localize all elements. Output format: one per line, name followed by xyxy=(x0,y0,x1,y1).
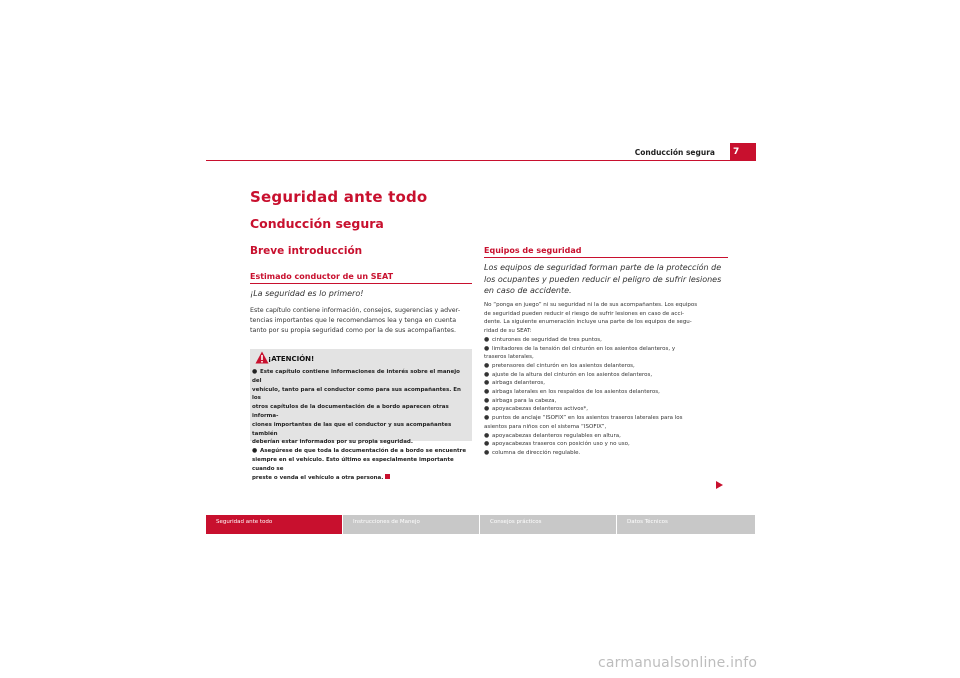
warning-item xyxy=(252,447,470,482)
equipment-list-item xyxy=(484,362,728,371)
equipment-list-item xyxy=(484,388,728,397)
equipment-item-line: airbags laterales en los respaldos de los asientos delanteros, xyxy=(492,389,660,396)
intro-body-line: tencias importantes que le recomendamos lea y tenga en cuenta xyxy=(250,317,457,325)
bullet-icon: ● xyxy=(484,379,490,387)
intro-heading-rule xyxy=(250,283,472,284)
bullet-icon: ● xyxy=(484,405,490,413)
equipment-body xyxy=(484,301,728,458)
equipment-body-line: ridad de su SEAT: xyxy=(484,328,532,335)
equipment-heading-rule xyxy=(484,257,728,258)
warning-item xyxy=(252,368,470,447)
tab-datos-tecnicos[interactable]: Datos Técnicos xyxy=(617,515,755,534)
bullet-icon: ● xyxy=(484,388,490,396)
warning-line: ciones importantes de las que el conductor y sus acompañantes también xyxy=(252,421,452,437)
equipment-item-line: columna de dirección regulable. xyxy=(492,449,581,456)
equipment-list-item xyxy=(484,397,728,406)
subsection-title: Breve introducción xyxy=(250,245,363,257)
equipment-item-line: puntos de anclaje “ISOFIX” en los asientos traseros laterales para los xyxy=(492,415,683,422)
equipment-lead-line: Los equipos de seguridad forman parte de la protección de xyxy=(484,263,722,272)
equipment-list-item xyxy=(484,440,728,449)
equipment-lead-line: en caso de accidente. xyxy=(484,286,572,295)
equipment-lead-line: los ocupantes y pueden reducir el peligro de sufrir lesiones xyxy=(484,274,722,284)
intro-heading: Estimado conductor de un SEAT xyxy=(250,272,394,281)
equipment-list-item xyxy=(484,405,728,414)
equipment-list-item xyxy=(484,432,728,441)
warning-line: vehículo, tanto para el conductor como para sus acompañantes. En los xyxy=(252,386,461,402)
warning-line: Asegúrese de que toda la documentación de a bordo se encuentre xyxy=(260,448,467,455)
header-rule xyxy=(206,160,730,161)
tab-instrucciones-de-manejo[interactable]: Instrucciones de Manejo xyxy=(343,515,479,534)
equipment-item-line: ajuste de la altura del cinturón en los asientos delanteros, xyxy=(492,371,653,378)
equipment-list-item xyxy=(484,414,728,431)
equipment-item-line: asientos para niños con el sistema “ISOFIX”, xyxy=(484,423,607,430)
warning-body xyxy=(252,368,470,482)
equipment-item-line: apoyacabezas delanteros activos*, xyxy=(492,406,588,413)
warning-line: Este capítulo contiene informaciones de interés sobre el manejo del xyxy=(252,369,460,384)
equipment-item-line: pretensores del cinturón en los asientos delanteros, xyxy=(492,362,635,369)
bullet-icon: ● xyxy=(484,440,490,448)
warning-line: siempre en el vehículo. Esto último es especialmente importante cuando se xyxy=(252,456,454,472)
bullet-icon: ● xyxy=(484,431,490,439)
equipment-heading: Equipos de seguridad xyxy=(484,246,582,255)
bullet-icon: ● xyxy=(484,335,490,343)
warning-triangle-icon xyxy=(255,351,269,364)
bullet-icon: ● xyxy=(484,448,490,456)
bullet-icon: ● xyxy=(252,368,258,375)
equipment-list xyxy=(484,336,728,458)
bullet-icon: ● xyxy=(484,344,490,352)
next-page-arrow-icon xyxy=(716,481,723,489)
tab-seguridad-ante-todo[interactable]: Seguridad ante todo xyxy=(206,515,342,534)
watermark: carmanualsonline.info xyxy=(598,655,758,671)
equipment-lead xyxy=(484,262,728,297)
equipment-item-line: apoyacabezas traseros con posición uso y no uso, xyxy=(492,441,630,448)
tab-consejos-practicos[interactable]: Consejos prácticos xyxy=(480,515,616,534)
equipment-list-item xyxy=(484,371,728,380)
bullet-icon: ● xyxy=(484,414,490,422)
equipment-item-line: apoyacabezas delanteros regulables en altura, xyxy=(492,432,621,439)
section-title: Conducción segura xyxy=(250,216,384,231)
intro-body-line: Este capítulo contiene información, consejos, sugerencias y adver- xyxy=(250,307,461,314)
intro-body-line: tanto por su propia seguridad como por la de sus acompañantes. xyxy=(250,327,457,335)
warning-title: ¡ATENCIÓN! xyxy=(268,355,315,363)
intro-body xyxy=(250,306,472,337)
equipment-list-item xyxy=(484,379,728,388)
bullet-icon: ● xyxy=(484,361,490,369)
equipment-item-line: airbags delanteros, xyxy=(492,380,546,387)
end-of-section-icon xyxy=(385,474,390,479)
equipment-item-line: cinturones de seguridad de tres puntos, xyxy=(492,336,602,343)
equipment-body-line: No “ponga en juego” ni su seguridad ni la de sus acompañantes. Los equipos xyxy=(484,302,698,308)
equipment-list-item xyxy=(484,449,728,458)
chapter-title: Seguridad ante todo xyxy=(250,188,428,206)
equipment-item-line: traseros laterales, xyxy=(484,354,534,361)
intro-lead: ¡La seguridad es lo primero! xyxy=(250,289,364,298)
equipment-item-line: airbags para la cabeza, xyxy=(492,397,557,404)
equipment-body-line: de seguridad pueden reducir el riesgo de sufrir lesiones en caso de acci- xyxy=(484,310,684,317)
bullet-icon: ● xyxy=(252,447,258,455)
bullet-icon: ● xyxy=(484,370,490,378)
warning-line: otros capítulos de la documentación de a bordo aparecen otras informa- xyxy=(252,404,449,419)
equipment-list-item xyxy=(484,345,728,362)
warning-line: deberían estar informados por su propia seguridad. xyxy=(252,439,413,446)
equipment-item-line: limitadores de la tensión del cinturón en los asientos delanteros, y xyxy=(492,345,676,352)
warning-line: preste o venda el vehículo a otra persona. xyxy=(252,474,384,481)
running-header-title: Conducción segura xyxy=(634,148,715,157)
equipment-list-item xyxy=(484,336,728,345)
equipment-body-line: dente. La siguiente enumeración incluye una parte de los equipos de segu- xyxy=(484,319,692,326)
bullet-icon: ● xyxy=(484,396,490,404)
page-number: 7 xyxy=(730,143,756,161)
